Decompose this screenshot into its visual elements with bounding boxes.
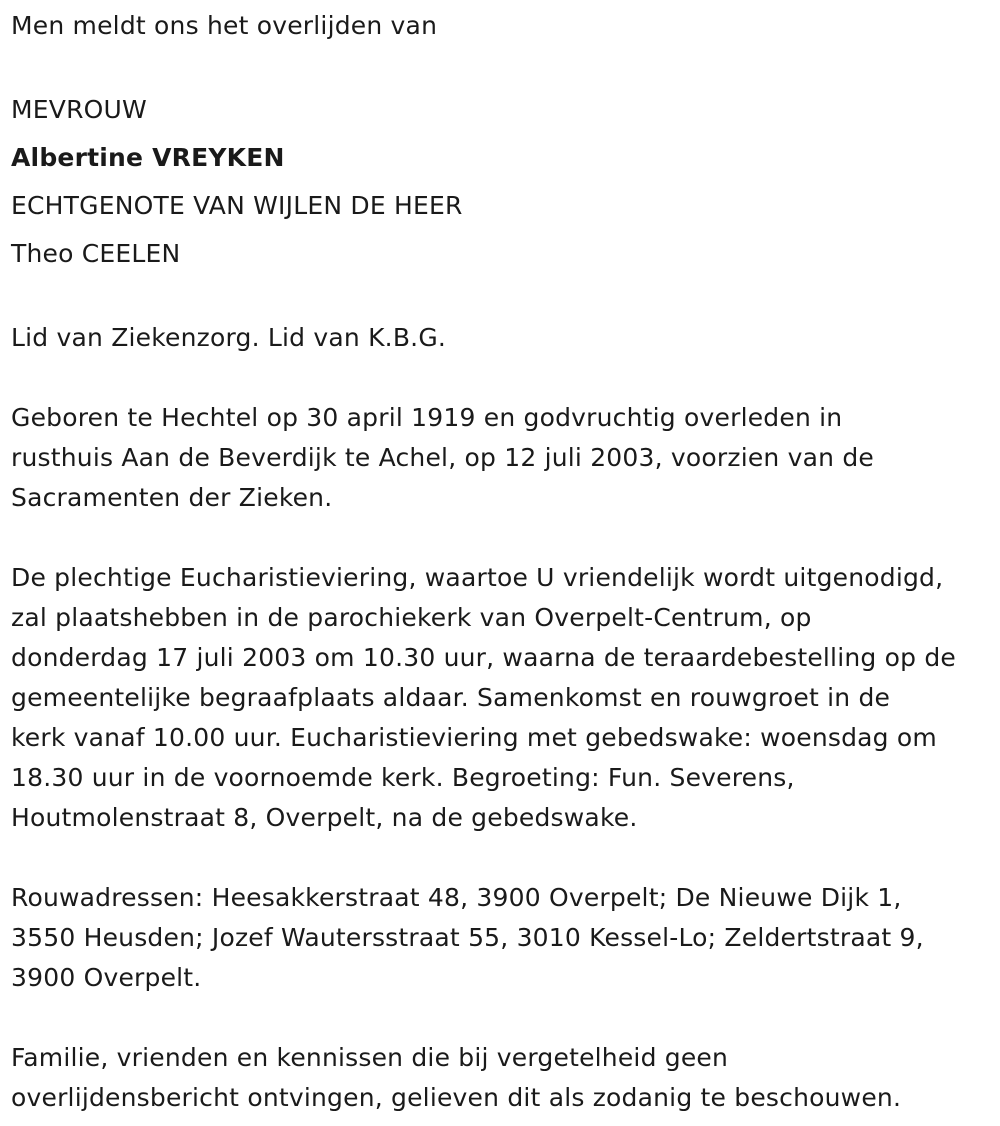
name-block (11, 86, 996, 278)
closing-paragraph (11, 1038, 996, 1118)
paragraph-line: kerk vanaf 10.00 uur. Eucharistieviering met gebedswake: woensdag om (11, 723, 937, 752)
paragraph-line: Geboren te Hechtel op 30 april 1919 en godvruchtig overleden in (11, 403, 843, 432)
paragraph-line: 18.30 uur in de voornoemde kerk. Begroeting: Fun. Severens, (11, 763, 795, 792)
paragraph-line: Sacramenten der Zieken. (11, 483, 333, 512)
paragraph-line: rusthuis Aan de Beverdijk te Achel, op 12 juli 2003, voorzien van de (11, 443, 874, 472)
intro-text: Men meldt ons het overlijden van (11, 11, 438, 40)
paragraph-line: overlijdensbericht ontvingen, gelieven dit als zodanig te beschouwen. (11, 1083, 902, 1112)
paragraph-line: Familie, vrienden en kennissen die bij vergetelheid geen (11, 1043, 729, 1072)
paragraph-line: 3550 Heusden; Jozef Wautersstraat 55, 3010 Kessel-Lo; Zeldertstraat 9, (11, 923, 924, 952)
paragraph-line: gemeentelijke begraafplaats aldaar. Samenkomst en rouwgroet in de (11, 683, 891, 712)
paragraph-line: Houtmolenstraat 8, Overpelt, na de gebedswake. (11, 803, 638, 832)
addresses-paragraph (11, 878, 996, 998)
ceremony-paragraph (11, 558, 996, 838)
paragraph-line: donderdag 17 juli 2003 om 10.30 uur, waarna de teraardebestelling op de (11, 643, 956, 672)
obituary-notice (11, 6, 996, 1118)
paragraph-line: Rouwadressen: Heesakkerstraat 48, 3900 Overpelt; De Nieuwe Dijk 1, (11, 883, 902, 912)
title-mevrouw: MEVROUW (11, 95, 147, 124)
membership-text: Lid van Ziekenzorg. Lid van K.B.G. (11, 323, 447, 352)
paragraph-line: De plechtige Eucharistieviering, waartoe U vriendelijk wordt uitgenodigd, (11, 563, 944, 592)
spouse-title: ECHTGENOTE VAN WIJLEN DE HEER (11, 191, 463, 220)
deceased-name: Albertine VREYKEN (11, 143, 285, 172)
paragraph-line: zal plaatshebben in de parochiekerk van Overpelt-Centrum, op (11, 603, 812, 632)
spouse-name: Theo CEELEN (11, 239, 181, 268)
paragraph-line: 3900 Overpelt. (11, 963, 202, 992)
birth-death-paragraph (11, 398, 996, 518)
